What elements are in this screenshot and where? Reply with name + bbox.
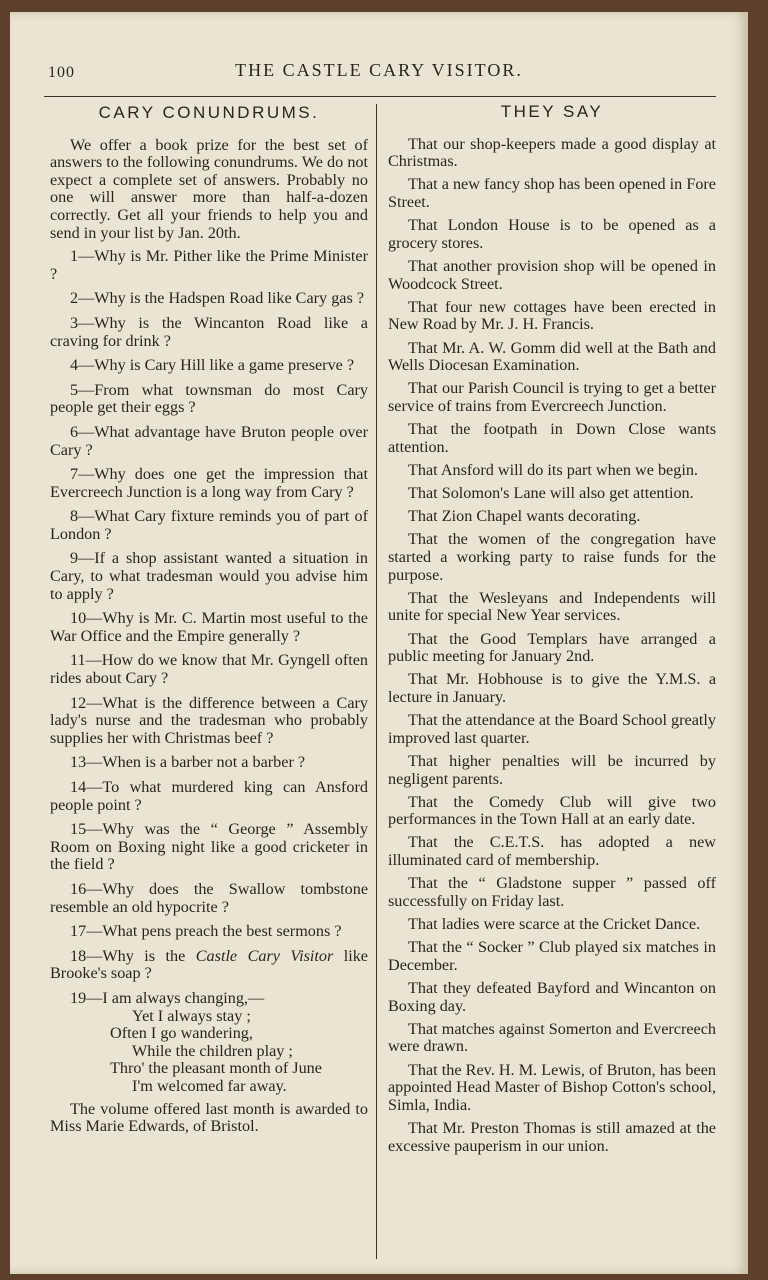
conundrum-item: 17—What pens preach the best sermons ? [70, 922, 342, 941]
conundrum-item: 14—To what murdered king can Ansford people point ? [50, 778, 368, 814]
they-say-item: That Solomon's Lane will also get attention. [408, 484, 694, 503]
they-say-item: That Mr. Hobhouse is to give the Y.M.S. a lecture in January. [388, 670, 716, 706]
they-say-item: That the “ Gladstone supper ” passed off successfully on Friday last. [388, 874, 716, 910]
conundrum-item: 16—Why does the Swallow tombstone resemble an old hypocrite ? [50, 879, 368, 916]
poem-line: Yet I always stay ; [132, 1006, 251, 1025]
poem-line: 19—I am always changing,— [70, 988, 265, 1007]
they-say-item: That the Good Templars have arranged a public meeting for January 2nd. [388, 629, 716, 666]
conundrum-item: 7—Why does one get the impression that Evercreech Junction is a long way from Cary ? [50, 465, 368, 501]
conundrum-item: 4—Why is Cary Hill like a game preserve ? [70, 356, 355, 375]
conundrums-heading: CARY CONUNDRUMS. [98, 103, 320, 122]
they-say-item: That four new cottages have been erected in New Road by Mr. J. H. Francis. [388, 297, 716, 334]
page-header [10, 60, 748, 88]
they-say-item: That the Rev. H. M. Lewis, of Bruton, has been appointed Head Master of Bishop Cotton's school, Simla, India. [388, 1060, 716, 1114]
page-number: 100 [48, 64, 75, 81]
they-say-item: That Zion Chapel wants decorating. [408, 507, 641, 526]
poem-line: While the children play ; [132, 1041, 293, 1060]
they-say-item: That a new fancy shop has been opened in Fore Street. [388, 175, 716, 211]
they-say-item: That the attendance at the Board School greatly improved last quarter. [388, 711, 716, 747]
they-say-item: That our Parish Council is trying to get a better service of trains from Evercreech Junction. [388, 379, 716, 415]
header-rule [44, 96, 716, 97]
they-say-heading: THEY SAY [500, 102, 604, 121]
poem-line: I'm welcomed far away. [132, 1076, 287, 1095]
magazine-page [10, 12, 748, 1274]
conundrums-column [50, 98, 368, 1143]
they-say-item: That another provision shop will be opened in Woodcock Street. [388, 256, 716, 293]
they-say-column [388, 103, 716, 1161]
they-say-item: That Ansford will do its part when we begin. [408, 460, 698, 479]
conundrum-item: 5—From what townsman do most Cary people get their eggs ? [50, 380, 368, 417]
conundrum-item: 12—What is the difference between a Cary lady's nurse and the tradesman who probably supplies her with Christmas beef ? [50, 693, 368, 747]
conundrum-item: 1—Why is Mr. Pither like the Prime Minister ? [50, 247, 368, 283]
they-say-item: That Mr. A. W. Gomm did well at the Bath and Wells Diocesan Examination. [388, 338, 716, 375]
they-say-item: That ladies were scarce at the Cricket Dance. [408, 915, 701, 934]
conundrum-item: 6—What advantage have Bruton people over Cary ? [50, 422, 368, 459]
they-say-item: That the C.E.T.S. has adopted a new illuminated card of membership. [388, 833, 716, 870]
they-say-item: That the Wesleyans and Independents will unite for special New Year services. [388, 588, 716, 625]
they-say-item: That the footpath in Down Close wants attention. [388, 420, 716, 456]
they-say-item: That our shop-keepers made a good display at Christmas. [388, 134, 716, 171]
conundrum-item-18 [50, 948, 368, 983]
prize-announcement: The volume offered last month is awarded to Miss Marie Edwards, of Bristol. [50, 1099, 368, 1136]
they-say-item: That Mr. Preston Thomas is still amazed at the excessive pauperism in our union. [388, 1118, 716, 1155]
they-say-item: That matches against Somerton and Evercreech were drawn. [388, 1019, 716, 1056]
conundrum-item: 10—Why is Mr. C. Martin most useful to the War Office and the Empire generally ? [50, 609, 368, 645]
conundrum-item: 8—What Cary fixture reminds you of part of London ? [50, 507, 368, 543]
conundrum-item: 2—Why is the Hadspen Road like Cary gas ? [70, 289, 365, 308]
conundrums-intro: We offer a book prize for the best set of answers to the following conundrums. We do not expect a complete set of answers. Probably no one will answer more than half-a-dozen correctly. Get all your friends to help you and send in your list by Jan. 20th. [50, 135, 368, 242]
they-say-item: That higher penalties will be incurred by negligent parents. [388, 751, 716, 788]
poem-line: Often I go wandering, [110, 1024, 253, 1043]
conundrum-item: 3—Why is the Wincanton Road like a craving for drink ? [50, 313, 368, 350]
they-say-item: That the “ Socker ” Club played six matches in December. [388, 938, 716, 974]
they-say-item: That London House is to be opened as a grocery stores. [388, 216, 716, 252]
conundrum-18-after: like Brooke's soap ? [50, 946, 368, 983]
poem-line: Thro' the pleasant month of June [110, 1059, 322, 1078]
conundrum-item: 15—Why was the “ George ” Assembly Room on Boxing night like a good cricketer in the field ? [50, 820, 368, 874]
conundrum-18-before: 18—Why is the [70, 946, 196, 965]
conundrum-item: 13—When is a barber not a barber ? [70, 753, 306, 772]
conundrum-item: 9—If a shop assistant wanted a situation in Cary, to what tradesman would you advise him to apply ? [50, 549, 368, 603]
they-say-item: That they defeated Bayford and Wincanton on Boxing day. [388, 979, 716, 1015]
conundrum-item: 11—How do we know that Mr. Gyngell often rides about Cary ? [50, 651, 368, 688]
they-say-item: That the Comedy Club will give two performances in the Town Hall at an early date. [388, 792, 716, 829]
conundrum-18-title: Castle Cary Visitor [195, 946, 334, 965]
riddle-poem [50, 990, 368, 1096]
they-say-item: That the women of the congregation have started a working party to raise funds for the purpose. [388, 530, 716, 584]
journal-title: THE CASTLE CARY VISITOR. [235, 60, 523, 80]
column-divider [376, 104, 377, 1259]
